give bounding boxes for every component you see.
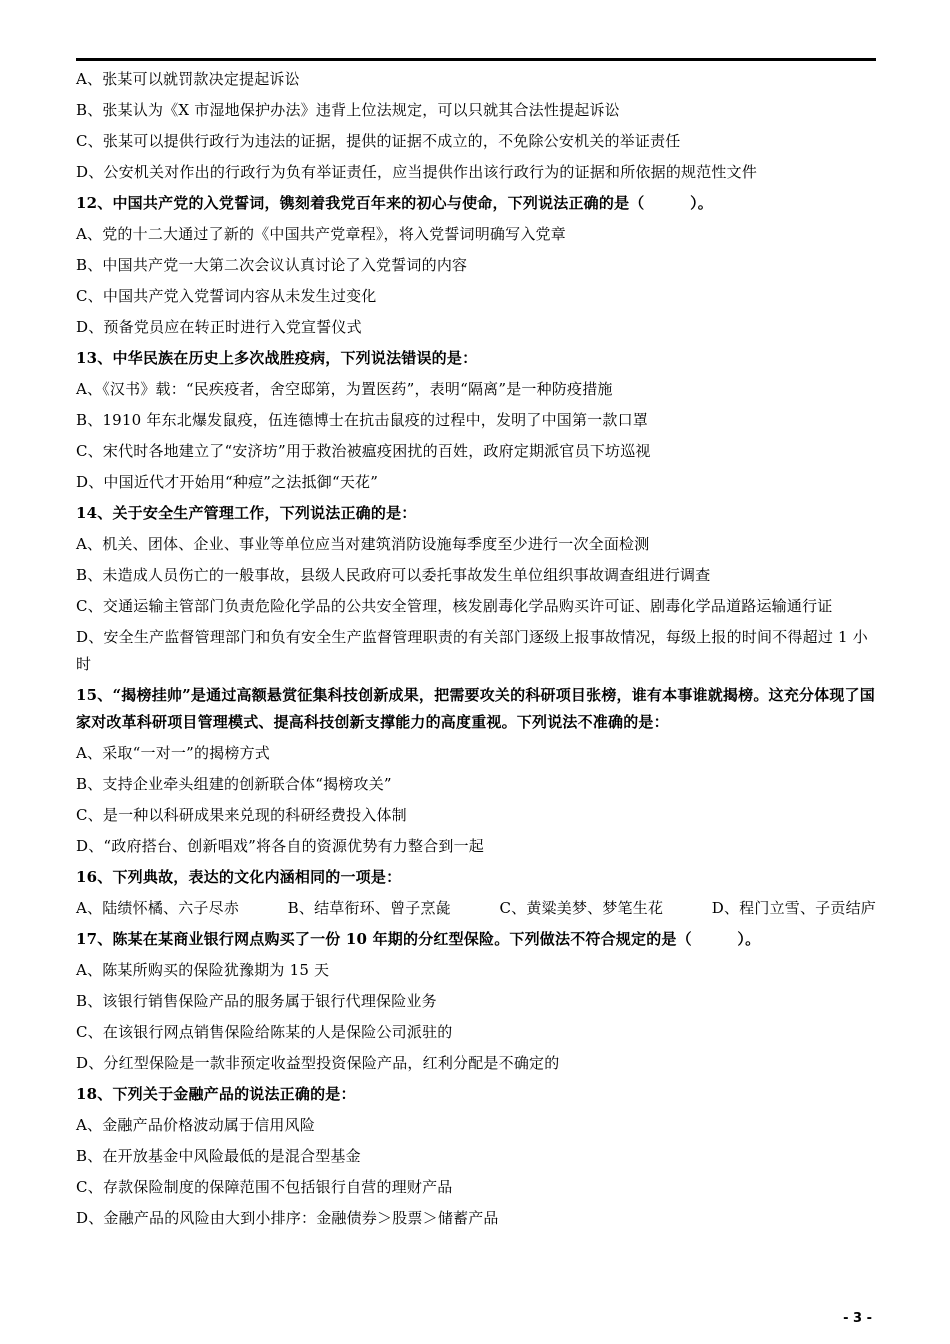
answer-option: A、金融产品价格波动属于信用风险: [76, 1116, 316, 1134]
page-number: - 3 -: [843, 1311, 872, 1326]
answer-option: A、党的十二大通过了新的《中国共产党章程》，将入党誓词明确写入党章: [76, 225, 566, 243]
answer-option: C、中国共产党入党誓词内容从未发生过变化: [76, 287, 377, 305]
question-stem: 18、下列关于金融产品的说法正确的是：: [76, 1085, 356, 1103]
answer-option: D、中国近代才开始用“种痘”之法抵御“天花”: [76, 473, 379, 491]
answer-option: D、预备党员应在转正时进行入党宣誓仪式: [76, 318, 362, 336]
q16-options-row: [76, 893, 876, 924]
answer-option: A、采取“一对一”的揭榜方式: [76, 744, 270, 762]
answer-option: D、“政府搭台、创新唱戏”将各自的资源优势有力整合到一起: [76, 837, 484, 855]
question-stem: 14、关于安全生产管理工作，下列说法正确的是：: [76, 504, 417, 522]
question-stem: 12、中国共产党的入党誓词，镌刻着我党百年来的初心与使命，下列说法正确的是（ ）。: [76, 194, 713, 212]
question-block-11-16: [76, 64, 876, 893]
answer-option: A、《汉书》载：“民疾疫者，舍空邸第，为置医药”，表明“隔离”是一种防疫措施: [76, 380, 613, 398]
answer-option: C、在该银行网点销售保险给陈某的人是保险公司派驻的: [76, 1023, 453, 1041]
answer-option: D、安全生产监督管理部门和负有安全生产监督管理职责的有关部门逐级上报事故情况，每级上报的时间不得超过 1 小时: [76, 628, 868, 673]
q16-option-a: A、陆绩怀橘、六子尽赤: [76, 899, 240, 917]
answer-option: B、张某认为《X 市湿地保护办法》违背上位法规定，可以只就其合法性提起诉讼: [76, 101, 620, 119]
answer-option: D、分红型保险是一款非预定收益型投资保险产品，红利分配是不确定的: [76, 1054, 560, 1072]
answer-option: C、是一种以科研成果来兑现的科研经费投入体制: [76, 806, 407, 824]
header-rule: [76, 58, 876, 61]
answer-option: C、交通运输主管部门负责危险化学品的公共安全管理，核发剧毒化学品购买许可证、剧毒化学品道路运输通行证: [76, 597, 833, 615]
question-stem: 15、“揭榜挂帅”是通过高额悬赏征集科技创新成果，把需要攻关的科研项目张榜，谁有本事谁就揭榜。这充分体现了国家对改革科研项目管理模式、提高科技创新支撑能力的高度重视。下列说法不准确的是：: [76, 686, 875, 731]
answer-option: D、公安机关对作出的行政行为负有举证责任，应当提供作出该行政行为的证据和所依据的规范性文件: [76, 163, 758, 181]
answer-option: B、1910 年东北爆发鼠疫，伍连德博士在抗击鼠疫的过程中，发明了中国第一款口罩: [76, 411, 648, 429]
q16-option-c: C、黄粱美梦、梦笔生花: [499, 899, 664, 917]
answer-option: C、存款保险制度的保障范围不包括银行自营的理财产品: [76, 1178, 453, 1196]
answer-option: C、宋代时各地建立了“安济坊”用于救治被瘟疫困扰的百姓，政府定期派官员下坊巡视: [76, 442, 651, 460]
answer-option: D、金融产品的风险由大到小排序：金融债券＞股票＞储蓄产品: [76, 1209, 499, 1227]
question-stem: 17、陈某在某商业银行网点购买了一份 10 年期的分红型保险。下列做法不符合规定的是（ ）。: [76, 930, 761, 948]
q16-option-d: D、程门立雪、子贡结庐: [711, 899, 876, 917]
question-stem: 13、中华民族在历史上多次战胜疫病，下列说法错误的是：: [76, 349, 478, 367]
answer-option: C、张某可以提供行政行为违法的证据，提供的证据不成立的，不免除公安机关的举证责任: [76, 132, 681, 150]
answer-option: A、陈某所购买的保险犹豫期为 15 天: [76, 961, 330, 979]
q16-option-b: B、结草衔环、曾子烹彘: [287, 899, 451, 917]
answer-option: A、张某可以就罚款决定提起诉讼: [76, 70, 300, 88]
answer-option: B、支持企业牵头组建的创新联合体“揭榜攻关”: [76, 775, 392, 793]
answer-option: A、机关、团体、企业、事业等单位应当对建筑消防设施每季度至少进行一次全面检测: [76, 535, 650, 553]
question-stem: 16、下列典故，表达的文化内涵相同的一项是：: [76, 868, 402, 886]
question-block-17-18: [76, 924, 876, 1234]
document-body: [76, 64, 876, 1234]
answer-option: B、该银行销售保险产品的服务属于银行代理保险业务: [76, 992, 437, 1010]
answer-option: B、在开放基金中风险最低的是混合型基金: [76, 1147, 361, 1165]
answer-option: B、中国共产党一大第二次会议认真讨论了入党誓词的内容: [76, 256, 468, 274]
answer-option: B、未造成人员伤亡的一般事故，县级人民政府可以委托事故发生单位组织事故调查组进行调查: [76, 566, 711, 584]
